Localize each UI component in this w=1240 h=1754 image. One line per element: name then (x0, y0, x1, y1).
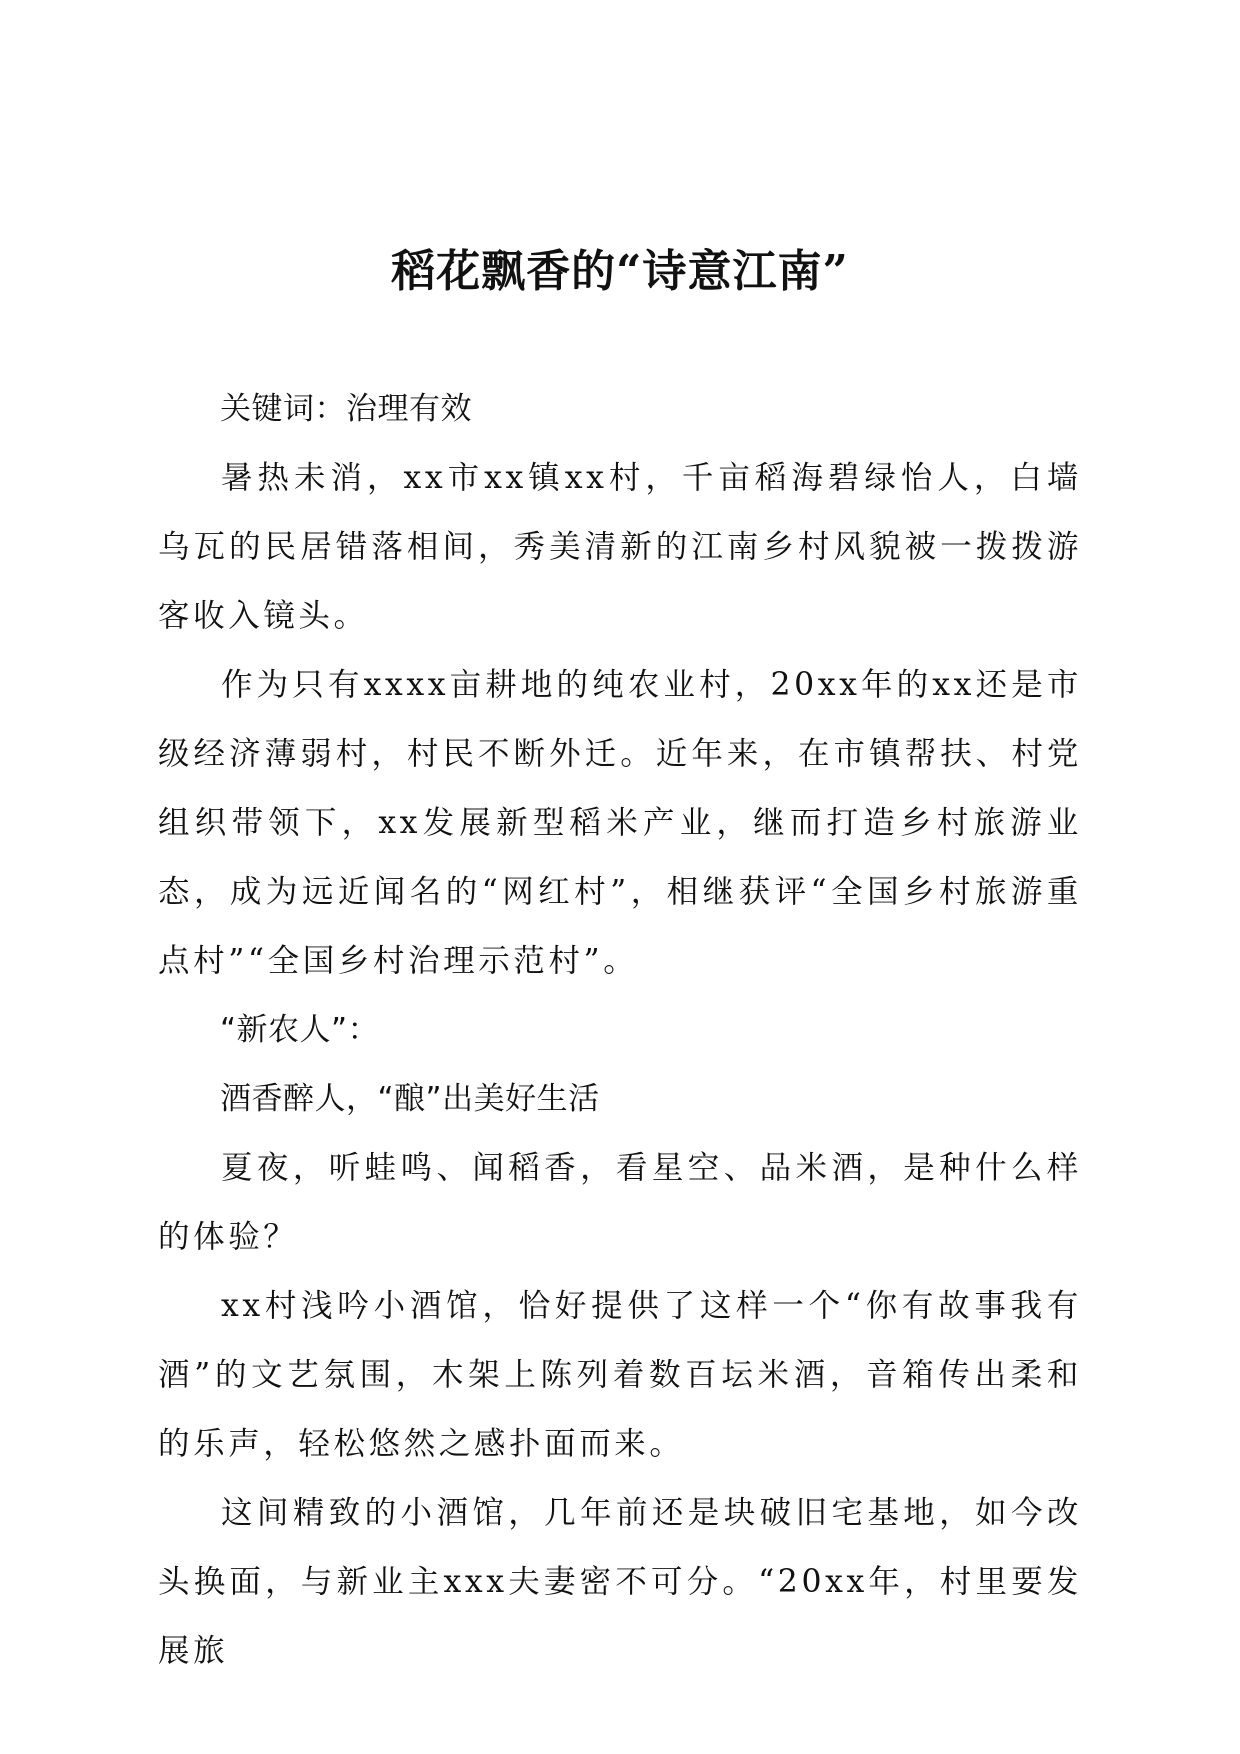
paragraph: 这间精致的小酒馆，几年前还是块破旧宅基地，如今改头换面，与新业主xxx夫妻密不可分。“20xx年，村里要发展旅 (158, 1495, 1082, 1669)
paragraph: 作为只有xxxx亩耕地的纯农业村，20xx年的xx还是市级经济薄弱村，村民不断外迁。近年来，在市镇帮扶、村党组织带领下，xx发展新型稻米产业，继而打造乡村旅游业态，成为远近闻名的“网红村”，相继获评“全国乡村旅游重点村”“全国乡村治理示范村”。 (158, 667, 1082, 979)
section-heading: “新农人”： (220, 1012, 380, 1048)
paragraph: xx村浅吟小酒馆，恰好提供了这样一个“你有故事我有酒”的文艺氛围，木架上陈列着数百坛米酒，音箱传出柔和的乐声，轻松悠然之感扑面而来。 (158, 1288, 1082, 1462)
section-subheading: 酒香醉人，“酿”出美好生活 (220, 1081, 600, 1117)
paragraph: 暑热未消，xx市xx镇xx村，千亩稻海碧绿怡人，白墙乌瓦的民居错落相间，秀美清新的江南乡村风貌被一拨拨游客收入镜头。 (158, 460, 1082, 634)
keywords-line: 关键词：治理有效 (220, 391, 472, 427)
document-body (158, 375, 1082, 1686)
paragraph: 夏夜，听蛙鸣、闻稻香，看星空、品米酒，是种什么样的体验？ (158, 1150, 1082, 1255)
document-title: 稻花飘香的“诗意江南” (391, 246, 849, 297)
